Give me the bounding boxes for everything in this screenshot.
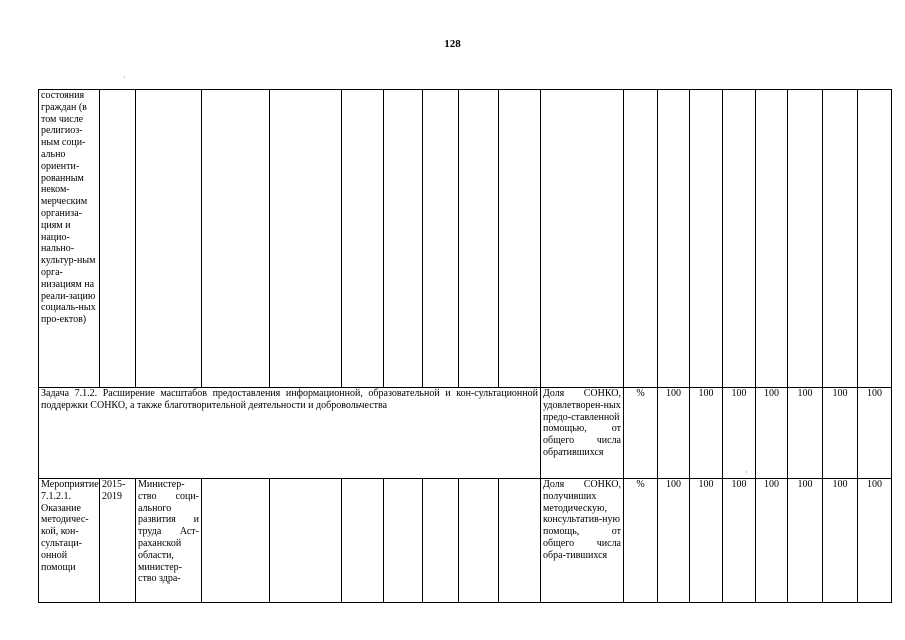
value-cell: 100 [823, 479, 858, 603]
empty-cell [423, 479, 459, 603]
empty-cell [202, 90, 270, 388]
empty-cell [690, 90, 723, 388]
empty-cell [423, 90, 459, 388]
unit-cell: % [624, 388, 658, 479]
indicator-cell: Доля СОНКО, получивших методическую, консультатив-ную помощь, от общего числа обра-тившихся [541, 479, 624, 603]
unit-cell: % [624, 479, 658, 603]
empty-cell [858, 90, 892, 388]
empty-cell [823, 90, 858, 388]
empty-cell [658, 90, 690, 388]
scan-mark: · [123, 73, 126, 82]
value-cell: 100 [658, 388, 690, 479]
empty-cell [541, 90, 624, 388]
indicator-cell: Доля СОНКО, удовлетворен-ных предо-ставленной помощью, от общего числа обратившихся [541, 388, 624, 479]
empty-cell [384, 479, 423, 603]
empty-cell [788, 90, 823, 388]
table-row [39, 90, 892, 388]
program-table [38, 89, 892, 603]
empty-cell [384, 90, 423, 388]
table-row [39, 388, 892, 479]
value-cell: 100 [788, 479, 823, 603]
empty-cell [136, 90, 202, 388]
empty-cell [100, 90, 136, 388]
empty-cell [459, 479, 499, 603]
value-cell: 100 [690, 388, 723, 479]
empty-cell [499, 90, 541, 388]
value-cell: 100 [723, 388, 756, 479]
value-cell: 100 [723, 479, 756, 603]
value-cell: 100 [858, 388, 892, 479]
table-row [39, 479, 892, 603]
empty-cell [756, 90, 788, 388]
empty-cell [270, 90, 342, 388]
executor-cell: Министер-ство соци-ального развития и труда Аст-раханской области, министер-ство здра- [136, 479, 202, 603]
empty-cell [624, 90, 658, 388]
page-number: 128 [444, 38, 461, 50]
empty-cell [723, 90, 756, 388]
value-cell: 100 [756, 388, 788, 479]
measure-cell: Мероприятие 7.1.2.1. Оказание методичес-кой, кон-сультаци-онной помощи [39, 479, 100, 603]
value-cell: 100 [690, 479, 723, 603]
value-cell: 100 [823, 388, 858, 479]
scan-mark: · [745, 468, 748, 477]
empty-cell [342, 479, 384, 603]
value-cell: 100 [858, 479, 892, 603]
value-cell: 100 [658, 479, 690, 603]
empty-cell [499, 479, 541, 603]
empty-cell [270, 479, 342, 603]
task-cell: Задача 7.1.2. Расширение масштабов предоставления информационной, образовательной и кон-сультационной поддержки СОНКО, а также благотворительной деятельности и добровольчества [39, 388, 541, 479]
empty-cell [202, 479, 270, 603]
empty-cell [459, 90, 499, 388]
measure-cell: состояния граждан (в том числе религиоз-ным соци-ально ориенти-рованным неком-мерческим организа-циям и нацио-нально-культур-ным орга-низациям на реали-зацию социаль-ных про-ектов) [39, 90, 100, 388]
empty-cell [342, 90, 384, 388]
period-cell: 2015-2019 [100, 479, 136, 603]
value-cell: 100 [756, 479, 788, 603]
value-cell: 100 [788, 388, 823, 479]
